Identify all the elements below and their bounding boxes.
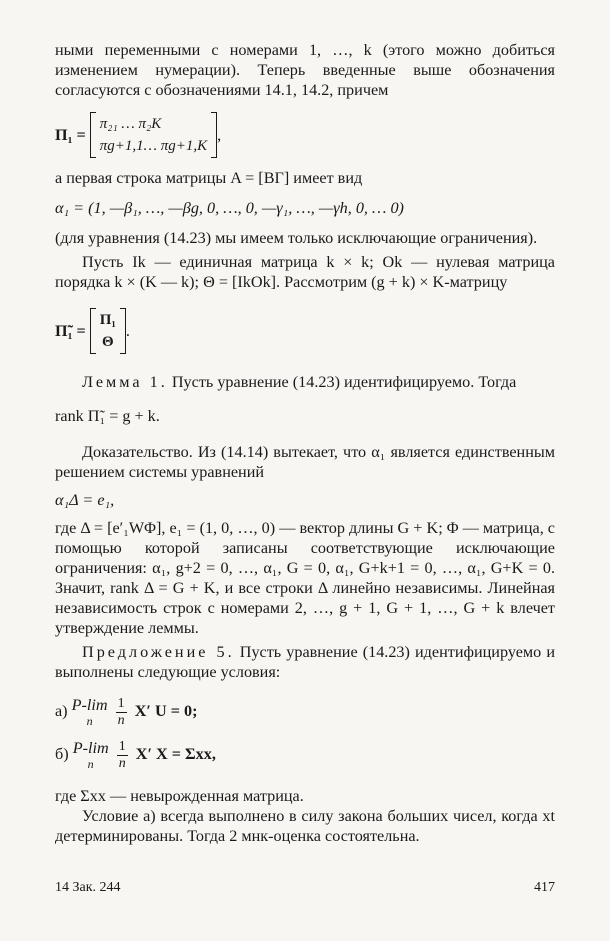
fraction-numerator: 1 <box>118 739 126 754</box>
condition-b-label: б) <box>55 745 69 764</box>
proof-paragraph: Доказательство. Из (14.14) вытекает, что α₁ является единственным решением системы уравнений <box>55 443 555 481</box>
page-body <box>55 40 555 846</box>
plim-operator <box>73 740 109 772</box>
plim-text: P-lim <box>71 695 108 714</box>
lemma-1 <box>55 372 555 392</box>
matrix-tilde-pi1-body <box>96 309 120 353</box>
lemma-heading: Лемма 1. <box>82 373 168 391</box>
alpha1-formula: α₁ = (1, —β₁, …, —βg, 0, …, 0, —γ₁, …, —γh, 0, … 0) <box>55 199 404 217</box>
matrix-pi1-label: Π₁ = <box>55 126 86 144</box>
page-footer <box>55 880 555 896</box>
fraction-1-over-n <box>116 696 127 729</box>
matrix-pi1-body <box>96 113 211 157</box>
fraction-numerator: 1 <box>117 696 125 711</box>
matrix-tilde-pi1-label: Π̃₁ = <box>55 322 86 340</box>
plim-subscript: n <box>86 713 93 728</box>
rank-formula: rank Π̃₁ = g + k. <box>55 407 160 425</box>
matrix-tilde-pi1 <box>55 308 555 354</box>
matrix-pi1-row-2: πg+1,1… πg+1,K <box>99 138 208 154</box>
paragraph-7: Условие а) всегда выполнено в силу закона больших чисел, когда xt детерминированы. Тогда 2 мнк-оценка состоятельна. <box>55 807 555 845</box>
alpha-delta-equation: α₁Δ = e₁, <box>55 491 115 509</box>
plim-text: P-lim <box>72 738 109 757</box>
lemma-text: Пусть уравнение (14.23) идентифицируемо. Тогда <box>171 373 517 391</box>
paragraph-4: Пусть Ik — единичная матрица k × k; Ok — нулевая матрица порядка k × (K — k); Θ = [IkOk]. Рассмотрим (g + k) × K-матрицу <box>55 253 555 291</box>
proposition-5 <box>55 642 555 682</box>
condition-b <box>55 739 555 772</box>
condition-a-expression: X′ U = 0; <box>134 702 198 721</box>
condition-a-label: а) <box>55 702 68 721</box>
paragraph-6: где Σxx — невырожденная матрица. <box>55 787 304 805</box>
fraction-1-over-n <box>117 739 128 772</box>
matrix-pi1-row-1: π₂₁ … π₂K <box>99 116 162 132</box>
matrix-pi1 <box>55 112 555 158</box>
fraction-denominator: n <box>117 713 125 728</box>
paragraph-3: (для уравнения (14.23) мы имеем только исключающие ограничения). <box>55 229 538 247</box>
paragraph-1: ными переменными с номерами 1, …, k (этого можно добиться изменением нумерации). Теперь введенные выше обозначения согласуются с обозначениями 14.1, 14.2, причем <box>55 41 555 99</box>
plim-subscript: n <box>87 756 94 771</box>
proposition-heading: Предложение 5. <box>82 643 235 661</box>
paragraph-2: а первая строка матрицы A = [BΓ] имеет вид <box>55 169 363 187</box>
fraction-denominator: n <box>118 756 126 771</box>
matrix-tilde-pi1-row-1: Π₁ <box>99 312 116 328</box>
condition-b-expression: X′ X = Σxx, <box>135 745 216 764</box>
proposition-text: Пусть уравнение (14.23) идентифицируемо и выполнены следующие условия: <box>55 643 555 681</box>
matrix-tilde-pi1-row-2: Θ <box>101 334 114 350</box>
paragraph-5: где Δ = [e′₁WΦ], e₁ = (1, 0, …, 0) — вектор длины G + K; Φ — матрица, с помощью которой записаны соответствующие исключающие ограничения: α₁, g+2 = 0, …, α₁, G = 0, α₁, G+k+1 = 0, …, α₁, G+K = 0. Значит, rank Δ = G + K, и все строки Δ линейно независимы. Линейная независимость строк с номерами 2, …, g + 1, G + 1, …, G + k влечет утверждение леммы. <box>55 519 555 637</box>
signature-mark: 14 Зак. 244 <box>55 880 121 895</box>
matrix-pi1-comma: , <box>217 126 222 144</box>
matrix-tilde-pi1-dot: . <box>125 322 130 340</box>
plim-operator <box>72 697 108 729</box>
condition-a <box>55 696 555 729</box>
page-number: 417 <box>534 880 555 895</box>
